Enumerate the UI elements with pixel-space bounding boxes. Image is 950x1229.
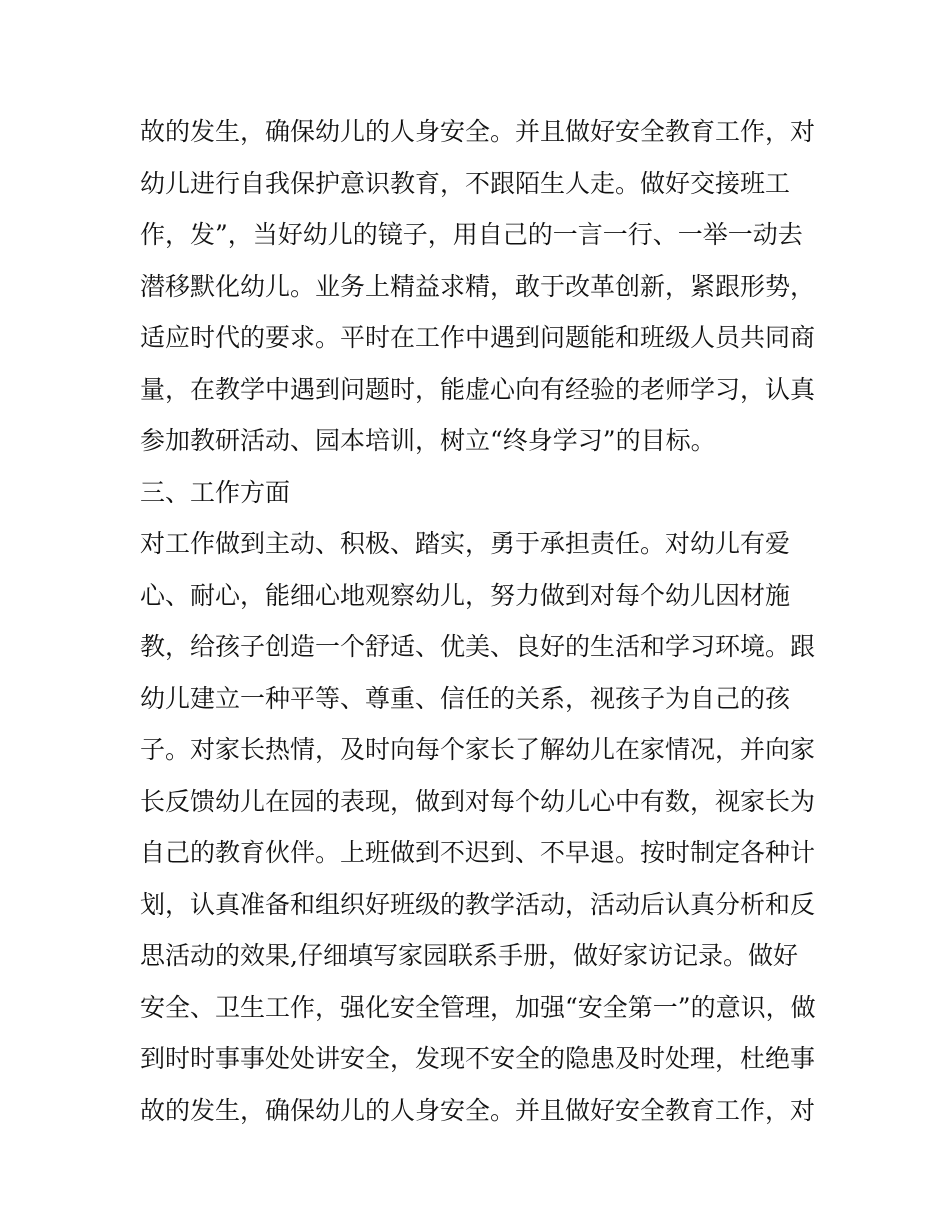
text-line: 潜移默化幼儿。业务上精益求精，敢于改革创新，紧跟形势， [140, 271, 816, 301]
body-text [140, 106, 820, 1136]
text-line: 参加教研活动、园本培训，树立“终身学习”的目标。 [140, 426, 716, 455]
text-line: 作，发”，当好幼儿的镜子，用自己的一言一行、一举一动去 [140, 220, 803, 249]
text-line: 幼儿建立一种平等、尊重、信任的关系，视孩子为自己的孩 [140, 683, 791, 713]
section-heading: 三、工作方面 [140, 477, 291, 507]
text-line: 心、耐心，能细心地观察幼儿，努力做到对每个幼儿因材施 [140, 580, 791, 610]
text-line: 教，给孩子创造一个舒适、优美、良好的生活和学习环境。跟 [140, 632, 816, 661]
text-line: 子。对家长热情，及时向每个家长了解幼儿在家情况，并向家 [140, 735, 816, 764]
text-line: 到时时事事处处讲安全，发现不安全的隐患及时处理，杜绝事 [140, 1044, 816, 1073]
text-line: 思活动的效果,仔细填写家园联系手册，做好家访记录。做好 [140, 941, 798, 970]
text-line: 划，认真准备和组织好班级的教学活动，活动后认真分析和反 [140, 889, 816, 919]
text-line: 适应时代的要求。平时在工作中遇到问题能和班级人员共同商 [140, 323, 816, 352]
text-line: 长反馈幼儿在园的表现，做到对每个幼儿心中有数，视家长为 [140, 786, 816, 816]
text-line: 故的发生，确保幼儿的人身安全。并且做好安全教育工作，对 [140, 117, 816, 146]
text-line: 对工作做到主动、积极、踏实，勇于承担责任。对幼儿有爱 [140, 529, 791, 558]
text-line: 自己的教育伙伴。上班做到不迟到、不早退。按时制定各种计 [140, 838, 816, 867]
text-line: 故的发生，确保幼儿的人身安全。并且做好安全教育工作，对 [140, 1095, 816, 1125]
text-line: 幼儿进行自我保护意识教育，不跟陌生人走。做好交接班工 [140, 168, 791, 198]
text-line: 安全、卫生工作，强化安全管理，加强“安全第一”的意识，做 [140, 992, 816, 1022]
text-line: 量，在教学中遇到问题时，能虚心向有经验的老师学习，认真 [140, 374, 816, 404]
